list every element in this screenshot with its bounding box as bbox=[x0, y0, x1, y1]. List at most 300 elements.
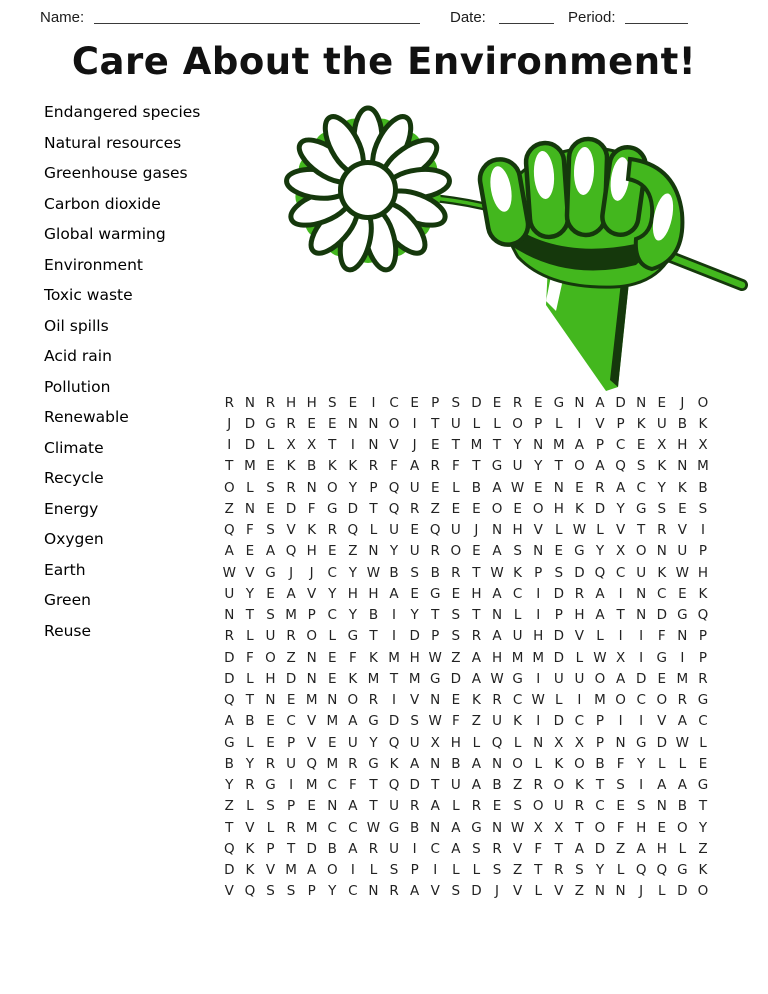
grid-letter: L bbox=[246, 479, 254, 496]
grid-letter: Q bbox=[697, 607, 709, 624]
grid-letter: A bbox=[492, 479, 502, 496]
grid-letter: O bbox=[574, 755, 585, 772]
grid-letter: O bbox=[347, 692, 359, 709]
grid-letter: C bbox=[636, 479, 646, 496]
grid-letter: Y bbox=[595, 543, 605, 560]
grid-letter: H bbox=[636, 819, 647, 836]
grid-letter: W bbox=[428, 713, 442, 730]
grid-letter: L bbox=[575, 649, 584, 666]
grid-letter: T bbox=[472, 458, 481, 475]
word-list-item: Climate bbox=[44, 438, 104, 457]
grid-letter: I bbox=[536, 713, 541, 730]
grid-letter: E bbox=[266, 734, 275, 751]
grid-letter: Y bbox=[637, 755, 646, 772]
grid-letter: U bbox=[347, 734, 358, 751]
grid-letter: Q bbox=[388, 500, 400, 517]
grid-letter: E bbox=[307, 415, 316, 432]
grid-letter: Q bbox=[388, 479, 400, 496]
grid-letter: S bbox=[266, 479, 275, 496]
grid-letter: I bbox=[392, 692, 397, 709]
grid-letter: B bbox=[410, 819, 420, 836]
grid-letter: T bbox=[616, 607, 625, 624]
grid-letter: S bbox=[451, 607, 461, 624]
grid-letter: G bbox=[635, 734, 647, 751]
grid-letter: N bbox=[430, 755, 441, 772]
grid-letter: Z bbox=[615, 840, 626, 857]
grid-letter: V bbox=[554, 883, 564, 900]
grid-letter: M bbox=[305, 777, 318, 794]
grid-letter: O bbox=[677, 819, 688, 836]
grid-letter: O bbox=[491, 500, 503, 517]
grid-letter: F bbox=[616, 755, 625, 772]
grid-letter: Y bbox=[513, 437, 522, 454]
grid-letter: R bbox=[409, 500, 420, 517]
grid-letter: M bbox=[511, 649, 524, 666]
grid-letter: I bbox=[618, 585, 623, 602]
grid-letter: E bbox=[451, 500, 461, 517]
grid-letter: R bbox=[348, 755, 358, 772]
grid-letter: E bbox=[266, 458, 275, 475]
grid-letter: N bbox=[491, 819, 503, 836]
grid-letter: J bbox=[474, 522, 479, 539]
grid-letter: X bbox=[615, 649, 626, 666]
grid-letter: T bbox=[472, 564, 481, 581]
grid-letter: V bbox=[307, 585, 317, 602]
grid-letter: L bbox=[369, 522, 378, 539]
grid-letter: S bbox=[266, 883, 275, 900]
word-list-item: Green bbox=[44, 591, 91, 609]
grid-letter: E bbox=[328, 543, 337, 560]
grid-letter: V bbox=[512, 840, 523, 857]
grid-letter: G bbox=[471, 819, 482, 836]
grid-letter: P bbox=[287, 734, 296, 751]
grid-letter: D bbox=[347, 500, 359, 517]
grid-letter: K bbox=[348, 458, 358, 475]
grid-letter: Q bbox=[656, 862, 668, 879]
grid-letter: E bbox=[636, 437, 646, 454]
grid-letter: D bbox=[594, 840, 606, 857]
grid-letter: S bbox=[266, 522, 275, 539]
grid-letter: H bbox=[347, 585, 358, 602]
grid-letter: L bbox=[246, 798, 254, 815]
grid-letter: G bbox=[677, 607, 688, 624]
word-list-item: Renewable bbox=[44, 408, 129, 426]
grid-letter: W bbox=[675, 734, 690, 751]
grid-letter: A bbox=[657, 777, 667, 794]
grid-letter: H bbox=[450, 734, 461, 751]
grid-letter: U bbox=[409, 479, 420, 496]
grid-letter: N bbox=[533, 543, 544, 560]
grid-letter: H bbox=[306, 394, 317, 411]
grid-letter: U bbox=[636, 564, 647, 581]
grid-letter: C bbox=[512, 692, 523, 709]
grid-letter: P bbox=[698, 543, 708, 560]
grid-letter: R bbox=[224, 394, 234, 411]
grid-letter: Q bbox=[223, 522, 235, 539]
grid-letter: S bbox=[616, 777, 625, 794]
grid-letter: K bbox=[245, 862, 255, 879]
grid-letter: T bbox=[328, 437, 337, 454]
word-list-item: Endangered species bbox=[44, 103, 201, 121]
grid-letter: Y bbox=[698, 819, 708, 836]
grid-letter: V bbox=[677, 522, 687, 539]
grid-letter: A bbox=[574, 437, 585, 454]
grid-letter: U bbox=[389, 840, 399, 857]
grid-letter: A bbox=[430, 798, 440, 815]
grid-letter: N bbox=[533, 734, 544, 751]
grid-letter: K bbox=[245, 840, 255, 857]
grid-letter: Z bbox=[224, 500, 234, 517]
grid-letter: P bbox=[554, 607, 563, 624]
grid-letter: A bbox=[410, 755, 420, 772]
grid-letter: B bbox=[595, 755, 605, 772]
period-label: Period: bbox=[568, 9, 616, 26]
grid-letter: S bbox=[492, 862, 502, 879]
grid-letter: G bbox=[553, 394, 565, 411]
grid-letter: U bbox=[389, 522, 399, 539]
grid-letter: N bbox=[574, 394, 585, 411]
grid-letter: N bbox=[491, 607, 503, 624]
grid-letter: Z bbox=[451, 649, 461, 666]
grid-letter: J bbox=[227, 415, 232, 432]
word-list-item: Oxygen bbox=[44, 530, 104, 548]
grid-letter: F bbox=[390, 458, 398, 475]
grid-letter: W bbox=[490, 564, 504, 581]
grid-letter: I bbox=[577, 415, 582, 432]
grid-letter: I bbox=[412, 415, 417, 432]
grid-letter: S bbox=[575, 862, 584, 879]
grid-letter: N bbox=[656, 543, 667, 560]
grid-letter: P bbox=[307, 607, 316, 624]
grid-letter: E bbox=[328, 734, 337, 751]
grid-letter: R bbox=[512, 394, 523, 411]
grid-letter: K bbox=[574, 500, 584, 517]
grid-letter: R bbox=[286, 628, 296, 645]
grid-letter: W bbox=[510, 819, 525, 836]
grid-letter: Q bbox=[223, 692, 235, 709]
grid-letter: M bbox=[532, 649, 545, 666]
grid-letter: V bbox=[430, 883, 440, 900]
grid-letter: P bbox=[307, 883, 316, 900]
grid-letter: O bbox=[223, 479, 235, 496]
grid-letter: E bbox=[492, 394, 502, 411]
grid-letter: Y bbox=[245, 755, 255, 772]
grid-letter: L bbox=[452, 798, 460, 815]
grid-letter: Y bbox=[348, 564, 357, 581]
grid-letter: A bbox=[492, 628, 502, 645]
grid-letter: T bbox=[451, 437, 460, 454]
grid-letter: L bbox=[266, 437, 275, 454]
grid-letter: L bbox=[678, 840, 687, 857]
grid-letter: C bbox=[615, 564, 626, 581]
grid-letter: N bbox=[327, 798, 338, 815]
grid-letter: N bbox=[491, 755, 503, 772]
grid-letter: A bbox=[492, 585, 502, 602]
grid-letter: R bbox=[245, 777, 255, 794]
word-list-item: Pollution bbox=[44, 377, 111, 396]
grid-letter: T bbox=[245, 607, 255, 624]
grid-letter: O bbox=[594, 819, 606, 836]
grid-letter: A bbox=[615, 670, 626, 687]
grid-letter: F bbox=[451, 458, 460, 475]
grid-letter: K bbox=[574, 777, 584, 794]
grid-letter: D bbox=[285, 500, 297, 517]
grid-letter: K bbox=[286, 458, 296, 475]
grid-letter: U bbox=[450, 415, 461, 432]
grid-letter: E bbox=[245, 543, 255, 560]
grid-letter: E bbox=[430, 437, 440, 454]
grid-letter: W bbox=[366, 564, 381, 581]
grid-letter: P bbox=[410, 862, 419, 879]
grid-letter: E bbox=[266, 713, 275, 730]
grid-letter: G bbox=[677, 862, 688, 879]
grid-letter: I bbox=[577, 692, 582, 709]
grid-letter: R bbox=[286, 415, 296, 432]
grid-letter: G bbox=[265, 564, 276, 581]
grid-letter: E bbox=[616, 798, 625, 815]
grid-letter: N bbox=[491, 522, 503, 539]
grid-letter: I bbox=[536, 670, 541, 687]
grid-letter: N bbox=[677, 458, 688, 475]
grid-letter: G bbox=[224, 734, 235, 751]
grid-letter: U bbox=[574, 670, 585, 687]
grid-letter: A bbox=[286, 585, 296, 602]
grid-letter: N bbox=[327, 692, 338, 709]
grid-letter: X bbox=[554, 819, 564, 836]
grid-letter: U bbox=[450, 777, 461, 794]
grid-letter: Y bbox=[389, 543, 399, 560]
grid-letter: E bbox=[554, 543, 564, 560]
grid-letter: N bbox=[368, 543, 379, 560]
grid-letter: A bbox=[348, 713, 358, 730]
grid-letter: L bbox=[678, 755, 687, 772]
grid-letter: L bbox=[246, 734, 254, 751]
grid-letter: X bbox=[307, 437, 317, 454]
grid-letter: I bbox=[639, 713, 644, 730]
word-list-item: Oil spills bbox=[44, 316, 109, 335]
grid-letter: S bbox=[410, 564, 419, 581]
grid-letter: D bbox=[471, 883, 482, 900]
grid-letter: E bbox=[657, 394, 667, 411]
grid-letter: I bbox=[412, 840, 417, 857]
grid-letter: C bbox=[327, 777, 337, 794]
grid-letter: T bbox=[472, 607, 481, 624]
grid-letter: J bbox=[412, 437, 417, 454]
grid-letter: F bbox=[246, 522, 254, 539]
grid-letter: Y bbox=[534, 458, 543, 475]
grid-letter: R bbox=[265, 394, 276, 411]
grid-letter: E bbox=[328, 415, 337, 432]
grid-letter: H bbox=[286, 394, 297, 411]
grid-letter: E bbox=[430, 479, 440, 496]
grid-letter: E bbox=[575, 479, 584, 496]
grid-letter: W bbox=[490, 670, 504, 687]
grid-letter: H bbox=[409, 649, 420, 666]
period-blank-line bbox=[625, 9, 688, 24]
grid-letter: A bbox=[265, 543, 276, 560]
grid-letter: L bbox=[266, 819, 275, 836]
grid-letter: R bbox=[368, 840, 379, 857]
grid-letter: K bbox=[369, 649, 378, 666]
grid-letter: Q bbox=[244, 883, 256, 900]
grid-letter: M bbox=[326, 755, 339, 772]
grid-letter: R bbox=[451, 564, 461, 581]
grid-letter: E bbox=[472, 543, 481, 560]
grid-letter: L bbox=[513, 607, 522, 624]
grid-letter: F bbox=[657, 628, 666, 645]
grid-letter: O bbox=[512, 415, 523, 432]
grid-letter: M bbox=[326, 713, 339, 730]
grid-letter: B bbox=[245, 713, 255, 730]
grid-letter: T bbox=[369, 628, 378, 645]
grid-letter: X bbox=[657, 437, 667, 454]
grid-letter: S bbox=[389, 862, 399, 879]
grid-letter: E bbox=[533, 479, 543, 496]
grid-letter: A bbox=[574, 840, 585, 857]
grid-letter: B bbox=[368, 607, 379, 624]
grid-letter: V bbox=[389, 437, 399, 454]
word-list-item: Recycle bbox=[44, 469, 104, 487]
grid-letter: Q bbox=[429, 522, 441, 539]
grid-letter: I bbox=[639, 628, 644, 645]
grid-letter: H bbox=[471, 585, 482, 602]
grid-letter: A bbox=[492, 543, 502, 560]
grid-letter: E bbox=[328, 670, 337, 687]
grid-letter: A bbox=[410, 458, 420, 475]
grid-letter: N bbox=[265, 692, 276, 709]
grid-letter: B bbox=[430, 564, 440, 581]
grid-letter: Z bbox=[574, 883, 585, 900]
grid-letter: D bbox=[471, 394, 482, 411]
grid-letter: A bbox=[451, 819, 461, 836]
grid-letter: L bbox=[699, 734, 707, 751]
grid-letter: I bbox=[536, 607, 541, 624]
grid-letter: B bbox=[492, 777, 502, 794]
grid-letter: V bbox=[307, 734, 317, 751]
grid-letter: T bbox=[225, 819, 234, 836]
grid-letter: D bbox=[615, 394, 626, 411]
grid-letter: R bbox=[327, 522, 337, 539]
grid-letter: K bbox=[327, 458, 337, 475]
grid-letter: R bbox=[657, 522, 667, 539]
grid-letter: W bbox=[366, 819, 381, 836]
grid-letter: G bbox=[697, 692, 709, 709]
grid-letter: Q bbox=[306, 755, 317, 772]
grid-letter: L bbox=[328, 628, 337, 645]
grid-letter: D bbox=[553, 585, 564, 602]
grid-letter: D bbox=[388, 713, 400, 730]
grid-letter: Y bbox=[657, 479, 666, 496]
grid-letter: A bbox=[471, 670, 482, 687]
grid-letter: S bbox=[410, 713, 419, 730]
grid-letter: S bbox=[451, 883, 461, 900]
grid-letter: Y bbox=[595, 862, 605, 879]
grid-letter: A bbox=[471, 649, 482, 666]
grid-letter: G bbox=[368, 755, 379, 772]
grid-letter: L bbox=[246, 628, 254, 645]
grid-letter: T bbox=[492, 437, 502, 454]
grid-letter: L bbox=[493, 415, 501, 432]
grid-letter: L bbox=[369, 862, 378, 879]
grid-letter: R bbox=[224, 628, 234, 645]
grid-letter: N bbox=[656, 798, 667, 815]
grid-letter: X bbox=[533, 819, 543, 836]
grid-letter: U bbox=[265, 628, 276, 645]
grid-letter: C bbox=[430, 840, 440, 857]
grid-letter: V bbox=[224, 883, 234, 900]
grid-letter: P bbox=[266, 840, 275, 857]
grid-letter: O bbox=[635, 543, 647, 560]
grid-letter: V bbox=[410, 692, 420, 709]
grid-letter: K bbox=[698, 415, 708, 432]
grid-letter: I bbox=[618, 713, 623, 730]
grid-letter: F bbox=[307, 500, 316, 517]
grid-letter: D bbox=[656, 607, 667, 624]
grid-letter: N bbox=[615, 883, 626, 900]
grid-letter: D bbox=[553, 628, 564, 645]
grid-letter: L bbox=[658, 883, 666, 900]
grid-letter: A bbox=[224, 713, 234, 730]
grid-letter: W bbox=[428, 649, 442, 666]
grid-letter: Z bbox=[348, 543, 358, 560]
word-list-item: Carbon dioxide bbox=[44, 194, 161, 213]
grid-letter: G bbox=[265, 777, 276, 794]
grid-letter: E bbox=[286, 692, 296, 709]
grid-letter: E bbox=[678, 500, 687, 517]
grid-letter: B bbox=[451, 755, 461, 772]
grid-letter: A bbox=[595, 458, 605, 475]
grid-letter: V bbox=[615, 522, 626, 539]
grid-letter: R bbox=[492, 692, 502, 709]
grid-letter: H bbox=[368, 585, 379, 602]
grid-letter: I bbox=[618, 628, 623, 645]
grid-letter: K bbox=[698, 585, 708, 602]
grid-letter: T bbox=[225, 458, 234, 475]
worksheet-header bbox=[0, 6, 768, 34]
grid-letter: R bbox=[554, 862, 564, 879]
grid-letter: U bbox=[389, 798, 399, 815]
grid-letter: P bbox=[595, 734, 605, 751]
grid-letter: S bbox=[698, 500, 708, 517]
grid-letter: U bbox=[512, 628, 523, 645]
grid-letter: L bbox=[616, 862, 625, 879]
grid-letter: S bbox=[451, 628, 461, 645]
grid-letter: D bbox=[244, 437, 256, 454]
grid-letter: K bbox=[471, 692, 481, 709]
grid-letter: T bbox=[698, 798, 708, 815]
grid-letter: O bbox=[265, 649, 276, 666]
grid-letter: O bbox=[574, 458, 585, 475]
word-list-item: Energy bbox=[44, 499, 99, 518]
grid-letter: I bbox=[700, 522, 705, 539]
grid-letter: T bbox=[431, 415, 440, 432]
grid-letter: F bbox=[534, 840, 543, 857]
grid-letter: D bbox=[656, 734, 667, 751]
grid-letter: V bbox=[245, 564, 255, 581]
grid-letter: C bbox=[636, 692, 646, 709]
grid-letter: L bbox=[658, 755, 666, 772]
grid-letter: O bbox=[615, 692, 626, 709]
grid-letter: R bbox=[430, 458, 440, 475]
grid-letter: P bbox=[698, 628, 708, 645]
grid-letter: T bbox=[369, 798, 378, 815]
grid-letter: P bbox=[534, 564, 543, 581]
grid-letter: V bbox=[512, 883, 523, 900]
word-list-item: Environment bbox=[44, 255, 143, 274]
word-list bbox=[44, 101, 200, 650]
grid-letter: Q bbox=[491, 734, 503, 751]
grid-letter: P bbox=[698, 649, 708, 666]
